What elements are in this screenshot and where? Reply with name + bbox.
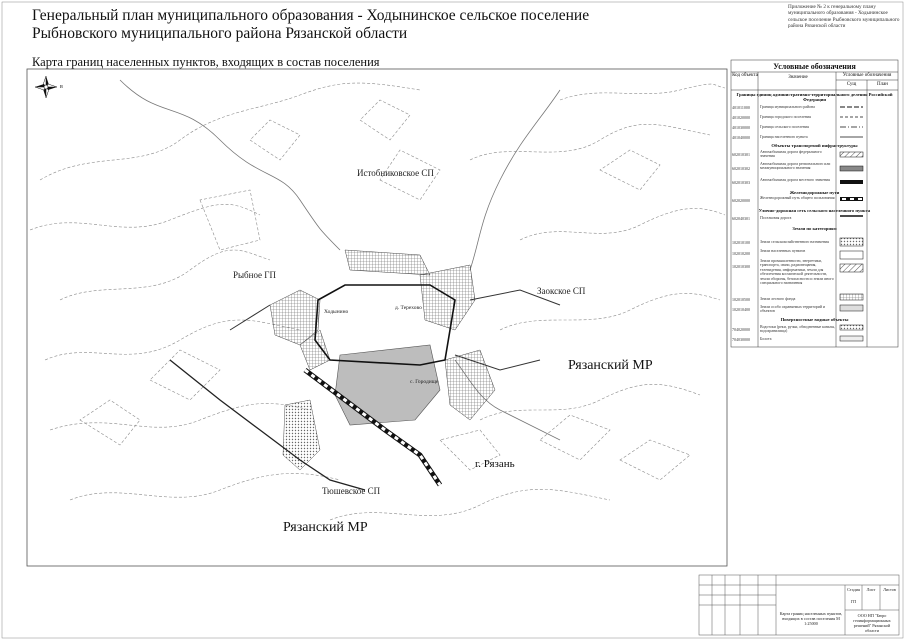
legend-item: Граница сельского поселения: [760, 125, 809, 129]
settlement-khodynino: [270, 290, 330, 370]
legend-col-meaning: Значение: [788, 75, 808, 80]
stamp-stage-value: ГП: [850, 599, 857, 604]
stamp-col-sheet: Лист: [866, 587, 876, 592]
legend-col-existing: Сущ: [846, 82, 857, 87]
compass-rose-icon: [35, 76, 57, 98]
stamp-col-sheets: Листов: [883, 587, 896, 592]
label-istobnikovskoe: Истобниковское СП: [357, 168, 434, 178]
legend-code: 401040000: [732, 135, 750, 140]
stamp-org-caption: ООО НП "Бюро геоинформационных решений" Рязанской области: [853, 613, 891, 633]
legend-item: Земли сельскохозяйственного назначения: [760, 240, 829, 244]
legend-section-lands: Земли по категориям: [792, 226, 837, 231]
legend-section-transport: Объекты транспортной инфраструктуры: [771, 143, 858, 148]
legend-item: Земли особо охраняемых территорий и объектов: [760, 305, 825, 314]
legend-item: Автомобильная дорога местного значения: [760, 178, 830, 182]
legend-item: Автомобильная дорога регионального или межмуниципального значения: [760, 162, 831, 171]
stamp-col-stage: Стадия: [847, 587, 860, 592]
label-tyushevskoe: Тюшевское СП: [322, 486, 381, 496]
legend-item: Поселковая дорога: [760, 216, 792, 220]
legend-item: Земли населенных пунктов: [760, 249, 806, 253]
settlement-terekhovo: [345, 250, 475, 330]
map-title: Карта границ населенных пунктов, входящих в состав поселения: [32, 55, 380, 69]
compass-letter: в: [60, 84, 63, 90]
legend-item: Земли промышленности, энергетики, транспорта, связи, радиовещания, телевидения, информатики, земли для обеспечения космической деятельности, земли обороны, безопасности и земли иного специального назначения: [760, 259, 834, 286]
legend-code: 602040301: [732, 216, 750, 221]
legend-col-planned: План: [876, 82, 888, 87]
legend-code: 602010303: [732, 180, 750, 185]
stamp-sheet-caption: Карта границ населенных пунктов, входящих в состав поселения М 1:25000: [779, 611, 843, 626]
legend-code: 102010100: [732, 240, 750, 245]
terrain-lines: [30, 83, 725, 520]
appendix-note: Приложение № 2 к генеральному плану муниципального образования - Ходынинское сельское поселение Рыбновского муниципального района Рязанской области: [788, 4, 900, 30]
legend-section-water: Поверхностные водные объекты: [780, 317, 849, 322]
legend-code: 602010302: [732, 166, 750, 171]
label-ryazansky-south: Рязанский МР: [283, 520, 368, 535]
industrial-area: [283, 400, 320, 470]
label-ryazansky-east: Рязанский МР: [568, 358, 653, 373]
legend-title: Условные обозначения: [773, 62, 856, 71]
legend-code: 602020000: [732, 198, 750, 203]
label-gorodishche: с. Городище: [410, 379, 439, 385]
legend-item: Граница городского поселения: [760, 115, 811, 119]
legend-code: 102010500: [732, 297, 750, 302]
legend-item: Болота: [760, 337, 772, 341]
legend-section-admin: Границы единиц административно-территориального деления Российской Федерации: [736, 92, 893, 102]
label-rybnoe: Рыбное ГП: [233, 270, 277, 280]
legend-item: Водотоки (реки, ручьи, обводненные каналы, водохранилища): [760, 325, 836, 334]
legend-code: 102010300: [732, 264, 750, 269]
legend-item: Граница муниципального района: [760, 105, 815, 109]
legend-code: 602010301: [732, 152, 750, 157]
legend-code: 401011000: [732, 105, 750, 110]
legend-item: Граница населенного пункта: [760, 135, 808, 139]
plan-title-line1: Генеральный план муниципального образования - Ходынинское сельское поселение: [32, 7, 590, 24]
legend-code: 102010400: [732, 307, 750, 312]
legend-code: 704020000: [732, 327, 750, 332]
label-zaokskoe: Заокское СП: [537, 286, 586, 296]
label-khodynino: Ходынино: [324, 309, 349, 315]
special-land-area: [335, 345, 440, 425]
legend-code: 401030000: [732, 125, 750, 130]
label-ryazan-city: г. Рязань: [475, 458, 515, 470]
legend-item: Автомобильная дорога федерального значения: [760, 150, 822, 159]
legend-code: 401020000: [732, 115, 750, 120]
legend-col-code: Код объекта: [732, 73, 758, 78]
legend-panel: [731, 60, 898, 347]
legend-section-streets: Улично-дорожная сеть сельского населенного пункта: [758, 208, 871, 213]
legend-code: 704030000: [732, 337, 750, 342]
label-terekhovo: д. Терехово: [395, 305, 422, 311]
legend-col-symbols: Условные обозначения: [842, 73, 892, 78]
legend-item: Земли лесного фонда: [760, 297, 796, 301]
legend-item: Железнодорожный путь общего пользования: [760, 196, 835, 200]
legend-section-railway: Железнодорожные пути: [789, 190, 840, 195]
plan-title-line2: Рыбновского муниципального района Рязанской области: [32, 25, 408, 42]
district-boundary: [170, 360, 365, 490]
legend-code: 102010200: [732, 251, 750, 256]
